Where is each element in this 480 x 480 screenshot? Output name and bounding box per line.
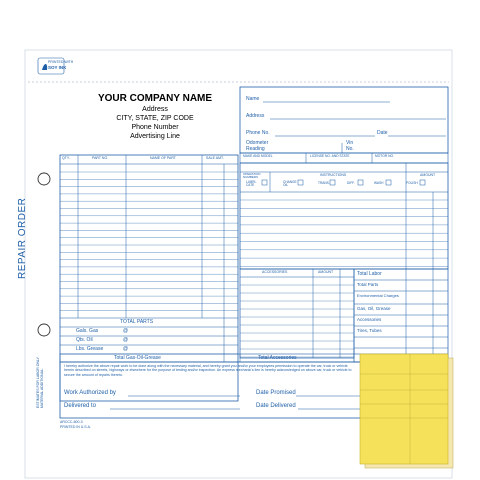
license-header: LICENSE NO. AND STATE — [310, 154, 350, 158]
accessories-header: ACCESSORIES — [262, 270, 288, 274]
tires-label: Tires, Tubes — [357, 328, 382, 333]
accessories-right-label: Accessories — [357, 317, 382, 322]
company-advert: Advertising Line — [130, 133, 180, 140]
op-numbers-header: OPERATION NUMBERS — [243, 172, 261, 179]
date-promised-label: Date Promised — [256, 390, 296, 396]
customer-address-label: Address — [246, 113, 265, 119]
yellow-copy — [360, 354, 448, 464]
service-lubricate: LUBRI-CATE — [246, 180, 257, 188]
total-parts-label: TOTAL PARTS — [120, 319, 154, 325]
company-phone: Phone Number — [131, 124, 179, 131]
instructions-header: INSTRUCTIONS — [320, 173, 347, 177]
gas-label: Gals. Gas — [76, 328, 99, 334]
vin-label: Vin — [346, 140, 354, 146]
form-code: ARCCC-600-3 — [60, 420, 83, 424]
work-authorized-label: Work Authorized by — [64, 390, 116, 396]
gas-at: @ — [123, 328, 129, 334]
service-wash: WASH — [374, 181, 384, 185]
reading-label: Reading — [246, 146, 265, 152]
service-trans: TRANS. — [318, 181, 330, 185]
estimate-note: ESTIMATES FOR LABOR ONLY. MATERIAL ADDITIONAL. — [36, 356, 44, 408]
make-model-header: MAKE AND MODEL — [243, 154, 273, 158]
company-address: Address — [142, 106, 168, 113]
repair-order-title: REPAIR ORDER — [17, 197, 28, 279]
oil-at: @ — [123, 337, 129, 343]
authorization-text: I hereby authorize the above repair work to be done along with the necessary material, and hereby grant you and/or your employees permission to operate the car, truck or vehicle herein described on streets, highways or elsewhere for the purpose of testing and/or inspection. An express mechanic's lien is hereby acknowledged on above car, truck or vehicle to secure the amount of repairs thereto. — [64, 364, 352, 377]
total-accessories-label: Total Accessories — [258, 355, 297, 361]
customer-phone-label: Phone No. — [246, 130, 270, 136]
badge-line1: PRINTED WITH — [48, 60, 74, 64]
total-labor-label: Total Labor — [357, 271, 382, 277]
service-polish: POLISH — [406, 181, 418, 185]
motor-header: MOTOR NO. — [375, 154, 394, 158]
odometer-label: Odometer — [246, 140, 269, 146]
binder-hole-bottom — [38, 324, 50, 336]
part-name-header: NAME OF PART — [150, 156, 176, 160]
service-change-oil: CHANGE OIL — [283, 180, 297, 188]
company-city: CITY, STATE, ZIP CODE — [116, 115, 194, 122]
badge-line2: SOY INK — [48, 65, 67, 70]
grease-label: Lbs. Grease — [76, 346, 104, 352]
part-no-header: PART NO. — [92, 156, 109, 160]
customer-date-label: Date — [377, 130, 388, 136]
company-name: YOUR COMPANY NAME — [97, 93, 213, 104]
customer-name-label: Name — [246, 96, 260, 102]
date-delivered-label: Date Delivered — [256, 403, 296, 409]
service-diff: DIFF. — [347, 181, 355, 185]
accessories-amount-header: AMOUNT — [318, 270, 334, 274]
env-charges-label: Environmental Charges — [357, 293, 399, 298]
qty-header: QTY. — [62, 156, 70, 160]
oil-label: Qts. Oil — [76, 337, 93, 343]
gog-right-label: Gas, Oil, Grease — [357, 306, 391, 311]
total-gog-label: Total Gas-Oil-Grease — [114, 355, 161, 361]
delivered-to-label: Delivered to — [64, 403, 97, 409]
grease-at: @ — [123, 346, 129, 352]
binder-hole-top — [38, 173, 50, 185]
total-parts-right-label: Total Parts — [357, 282, 379, 287]
vin-no-label: No. — [346, 146, 354, 152]
amount-header: AMOUNT — [420, 173, 436, 177]
sale-amt-header: SALE AMT. — [206, 156, 224, 160]
printed-in: PRINTED IN U.S.A. — [60, 425, 91, 429]
